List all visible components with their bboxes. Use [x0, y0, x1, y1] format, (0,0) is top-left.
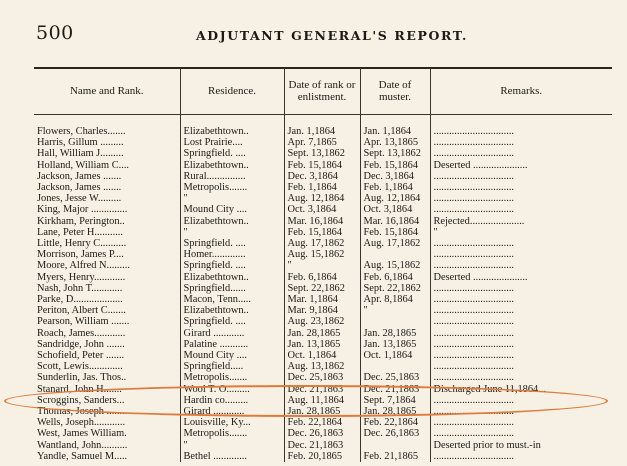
table-row	[34, 294, 612, 305]
page-number: 500	[36, 22, 74, 44]
table-row	[34, 272, 612, 283]
cell-remarks: ...............................	[433, 193, 515, 205]
cell-remarks: Discharged June 11,1864...	[433, 383, 547, 395]
table-row	[34, 440, 612, 451]
cell-muster	[360, 249, 430, 260]
cell-muster	[360, 316, 430, 327]
cell-muster	[360, 361, 430, 372]
cell-remarks: ...............................	[433, 249, 515, 261]
table-row	[34, 417, 612, 428]
cell-residence: Springfield. ....	[180, 238, 284, 249]
cell-remarks: Deserted prior to must.-in	[433, 439, 541, 451]
cell-rank: Aug. 15,1862	[284, 249, 360, 260]
cell-residence: Elizabethtown..	[180, 126, 284, 137]
cell-remarks: ...............................	[433, 350, 515, 362]
cell-remarks: ...............................	[433, 294, 515, 306]
cell-residence: Homer.............	[180, 249, 284, 260]
cell-residence: Lost Prairie....	[180, 137, 284, 148]
cell-name: Lane, Peter H...........	[34, 227, 180, 238]
cell-remarks: ...............................	[433, 170, 515, 182]
cell-residence: "	[180, 193, 284, 204]
cell-remarks: ...............................	[433, 394, 515, 406]
cell-muster: Feb. 21,1865	[360, 451, 430, 462]
table-row	[34, 428, 612, 439]
cell-remarks: ...............................	[433, 361, 515, 373]
cell-residence: Springfield.....	[180, 361, 284, 372]
cell-name: Periton, Albert C.......	[34, 305, 180, 316]
cell-residence: Wool T. O.........	[180, 384, 284, 395]
table-row	[34, 249, 612, 260]
table-row	[34, 305, 612, 316]
cell-name: Parke, D...................	[34, 294, 180, 305]
cell-residence: Springfield. ....	[180, 260, 284, 271]
cell-name: Roach, James............	[34, 328, 180, 339]
cell-residence: Mound City ....	[180, 204, 284, 215]
table-row	[34, 227, 612, 238]
cell-muster: "	[360, 305, 430, 316]
cell-residence: Springfield......	[180, 283, 284, 294]
cell-name: Hall, William J.........	[34, 148, 180, 159]
cell-rank: Aug. 17,1862	[284, 238, 360, 249]
cell-remarks: Deserted .....................	[433, 159, 528, 171]
page-header: ADJUTANT GENERAL'S REPORT.	[196, 28, 469, 43]
cell-remarks: ...............................	[433, 305, 515, 317]
cell-rank: Apr. 7,1865	[284, 137, 360, 148]
cell-residence: Girard ............	[180, 406, 284, 417]
cell-remarks: "	[433, 226, 438, 238]
cell-name: Moore, Alfred N.........	[34, 260, 180, 271]
roster-body	[34, 115, 612, 463]
cell-remarks: ...............................	[433, 428, 515, 440]
cell-rank: Dec. 21,1863	[284, 384, 360, 395]
cell-muster: Feb. 22,1864	[360, 417, 430, 428]
cell-remarks: ...............................	[433, 260, 515, 272]
cell-residence: Rural...............	[180, 171, 284, 182]
col-header-rank-date: Date of rank or enlistment.	[284, 68, 360, 115]
cell-rank: Jan. 28,1865	[284, 328, 360, 339]
cell-name: Sunderlin, Jas. Thos..	[34, 372, 180, 383]
table-row	[34, 182, 612, 193]
cell-residence: Springfield. ....	[180, 316, 284, 327]
cell-residence: Metropolis.......	[180, 372, 284, 383]
cell-remarks: ...............................	[433, 406, 515, 418]
cell-remarks: ...............................	[433, 204, 515, 216]
table-row	[34, 204, 612, 215]
cell-residence: Palatine ...........	[180, 339, 284, 350]
cell-rank: Feb. 22,1864	[284, 417, 360, 428]
cell-name: Morrison, James P....	[34, 249, 180, 260]
cell-residence: Springfield. ....	[180, 148, 284, 159]
cell-residence: Elizabethtown..	[180, 305, 284, 316]
table-row	[34, 316, 612, 327]
cell-remarks: ...............................	[433, 137, 515, 149]
cell-muster: Dec. 25,1863	[360, 372, 430, 383]
table-row	[34, 395, 612, 406]
cell-residence: Elizabethtown..	[180, 272, 284, 283]
cell-rank: Dec. 21,1863	[284, 440, 360, 451]
cell-rank: Feb. 15,1864	[284, 227, 360, 238]
cell-rank: Dec. 26,1863	[284, 428, 360, 439]
cell-residence: Louisville, Ky...	[180, 417, 284, 428]
cell-muster: Aug. 17,1862	[360, 238, 430, 249]
cell-name: Yandle, Samuel M.....	[34, 451, 180, 462]
table-row	[34, 148, 612, 159]
cell-name: Jackson, James .......	[34, 171, 180, 182]
cell-rank: Aug. 13,1862	[284, 361, 360, 372]
cell-muster: Aug. 12,1864	[360, 193, 430, 204]
cell-muster: Dec. 21,1863	[360, 384, 430, 395]
col-header-remarks: Remarks.	[430, 68, 612, 115]
table-row	[34, 328, 612, 339]
roster-table	[34, 68, 612, 462]
cell-name: Wells, Joseph............	[34, 417, 180, 428]
cell-residence: Metropolis.......	[180, 182, 284, 193]
cell-remarks: ...............................	[433, 126, 515, 137]
cell-rank: Dec. 25,1863	[284, 372, 360, 383]
cell-remarks: ...............................	[433, 316, 515, 328]
cell-name: Scott, Lewis.............	[34, 361, 180, 372]
col-header-residence: Residence.	[180, 68, 284, 115]
cell-name: Little, Henry C..........	[34, 238, 180, 249]
cell-muster: Feb. 15,1864	[360, 160, 430, 171]
cell-rank: Jan. 13,1865	[284, 339, 360, 350]
table-row	[34, 216, 612, 227]
cell-muster	[360, 440, 430, 451]
cell-rank: Mar. 9,1864	[284, 305, 360, 316]
cell-rank: Feb. 15,1864	[284, 160, 360, 171]
cell-rank: Mar. 1,1864	[284, 294, 360, 305]
table-row	[34, 126, 612, 137]
table-row	[34, 160, 612, 171]
cell-name: Kirkham, Perington..	[34, 216, 180, 227]
cell-residence: "	[180, 227, 284, 238]
col-header-muster-date: Date of muster.	[360, 68, 430, 115]
cell-remarks: Rejected.....................	[433, 215, 525, 227]
cell-name: Myers, Henry............	[34, 272, 180, 283]
cell-rank: Jan. 28,1865	[284, 406, 360, 417]
cell-muster: Dec. 26,1863	[360, 428, 430, 439]
cell-rank: Aug. 23,1862	[284, 316, 360, 327]
cell-name: King, Major ..............	[34, 204, 180, 215]
cell-name: Sandridge, John .......	[34, 339, 180, 350]
table-row	[34, 283, 612, 294]
cell-rank: Sept. 13,1862	[284, 148, 360, 159]
cell-rank: Dec. 3,1864	[284, 171, 360, 182]
cell-remarks: ...............................	[433, 372, 515, 384]
cell-muster: Jan. 28,1865	[360, 328, 430, 339]
cell-residence: Hardin co.........	[180, 395, 284, 406]
cell-remarks: ...............................	[433, 450, 515, 462]
cell-residence: "	[180, 440, 284, 451]
cell-name: Schofield, Peter .......	[34, 350, 180, 361]
cell-name: Flowers, Charles.......	[34, 126, 180, 137]
cell-rank: Feb. 20,1865	[284, 451, 360, 462]
cell-remarks: ...............................	[433, 238, 515, 250]
table-row	[34, 361, 612, 372]
table-row	[34, 137, 612, 148]
cell-muster: Apr. 8,1864	[360, 294, 430, 305]
spacer-row	[34, 115, 612, 127]
cell-rank: Feb. 1,1864	[284, 182, 360, 193]
table-row	[34, 171, 612, 182]
cell-rank: Sept. 22,1862	[284, 283, 360, 294]
cell-name: Nash, John T............	[34, 283, 180, 294]
cell-name: Harris, Gillum .........	[34, 137, 180, 148]
cell-remarks: ...............................	[433, 182, 515, 194]
cell-muster: Sept. 22,1862	[360, 283, 430, 294]
cell-muster: Jan. 1,1864	[360, 126, 430, 137]
table-row	[34, 339, 612, 350]
cell-remarks: ...............................	[433, 148, 515, 160]
cell-rank: Aug. 12,1864	[284, 193, 360, 204]
cell-name: Wantland, John..........	[34, 440, 180, 451]
table-row	[34, 384, 612, 395]
table-row	[34, 451, 612, 462]
cell-muster: Aug. 15,1862	[360, 260, 430, 271]
cell-rank: Jan. 1,1864	[284, 126, 360, 137]
cell-rank: Aug. 11,1864	[284, 395, 360, 406]
cell-name: Scroggins, Sanders...	[34, 395, 180, 406]
table-row	[34, 260, 612, 271]
cell-residence: Elizabethtown..	[180, 216, 284, 227]
cell-name: Holland, William C....	[34, 160, 180, 171]
table-row	[34, 372, 612, 383]
cell-rank: "	[284, 260, 360, 271]
cell-residence: Girard ............	[180, 328, 284, 339]
cell-residence: Bethel .............	[180, 451, 284, 462]
cell-muster: Feb. 1,1864	[360, 182, 430, 193]
col-header-name: Name and Rank.	[34, 68, 180, 115]
cell-muster: Jan. 28,1865	[360, 406, 430, 417]
cell-remarks: Deserted .....................	[433, 271, 528, 283]
cell-remarks: ...............................	[433, 417, 515, 429]
cell-residence: Elizabethtown..	[180, 160, 284, 171]
cell-muster: Mar. 16,1864	[360, 216, 430, 227]
cell-muster: Sept. 13,1862	[360, 148, 430, 159]
cell-muster: Apr. 13,1865	[360, 137, 430, 148]
cell-name: Jones, Jesse W.........	[34, 193, 180, 204]
cell-rank: Oct. 3,1864	[284, 204, 360, 215]
table-row	[34, 238, 612, 249]
cell-name: Stanard, John H.......	[34, 384, 180, 395]
cell-residence: Metropolis.......	[180, 428, 284, 439]
table-row	[34, 350, 612, 361]
cell-muster: Dec. 3,1864	[360, 171, 430, 182]
cell-muster: Oct. 1,1864	[360, 350, 430, 361]
cell-remarks: ...............................	[433, 327, 515, 339]
cell-residence: Macon, Tenn.....	[180, 294, 284, 305]
cell-name: Thomas, Joseph ........	[34, 406, 180, 417]
table-row	[34, 193, 612, 204]
cell-muster: Feb. 15,1864	[360, 227, 430, 238]
cell-muster: Sept. 7,1864	[360, 395, 430, 406]
cell-muster: Feb. 6,1864	[360, 272, 430, 283]
cell-rank: Oct. 1,1864	[284, 350, 360, 361]
cell-muster: Oct. 3,1864	[360, 204, 430, 215]
cell-residence: Mound City ....	[180, 350, 284, 361]
cell-name: Pearson, William .......	[34, 316, 180, 327]
cell-name: Jackson, James .......	[34, 182, 180, 193]
cell-remarks: ...............................	[433, 282, 515, 294]
cell-name: West, James William.	[34, 428, 180, 439]
header-row	[34, 68, 612, 115]
cell-muster: Jan. 13,1865	[360, 339, 430, 350]
cell-rank: Mar. 16,1864	[284, 216, 360, 227]
cell-rank: Feb. 6,1864	[284, 272, 360, 283]
cell-remarks: ...............................	[433, 338, 515, 350]
table-row	[34, 406, 612, 417]
